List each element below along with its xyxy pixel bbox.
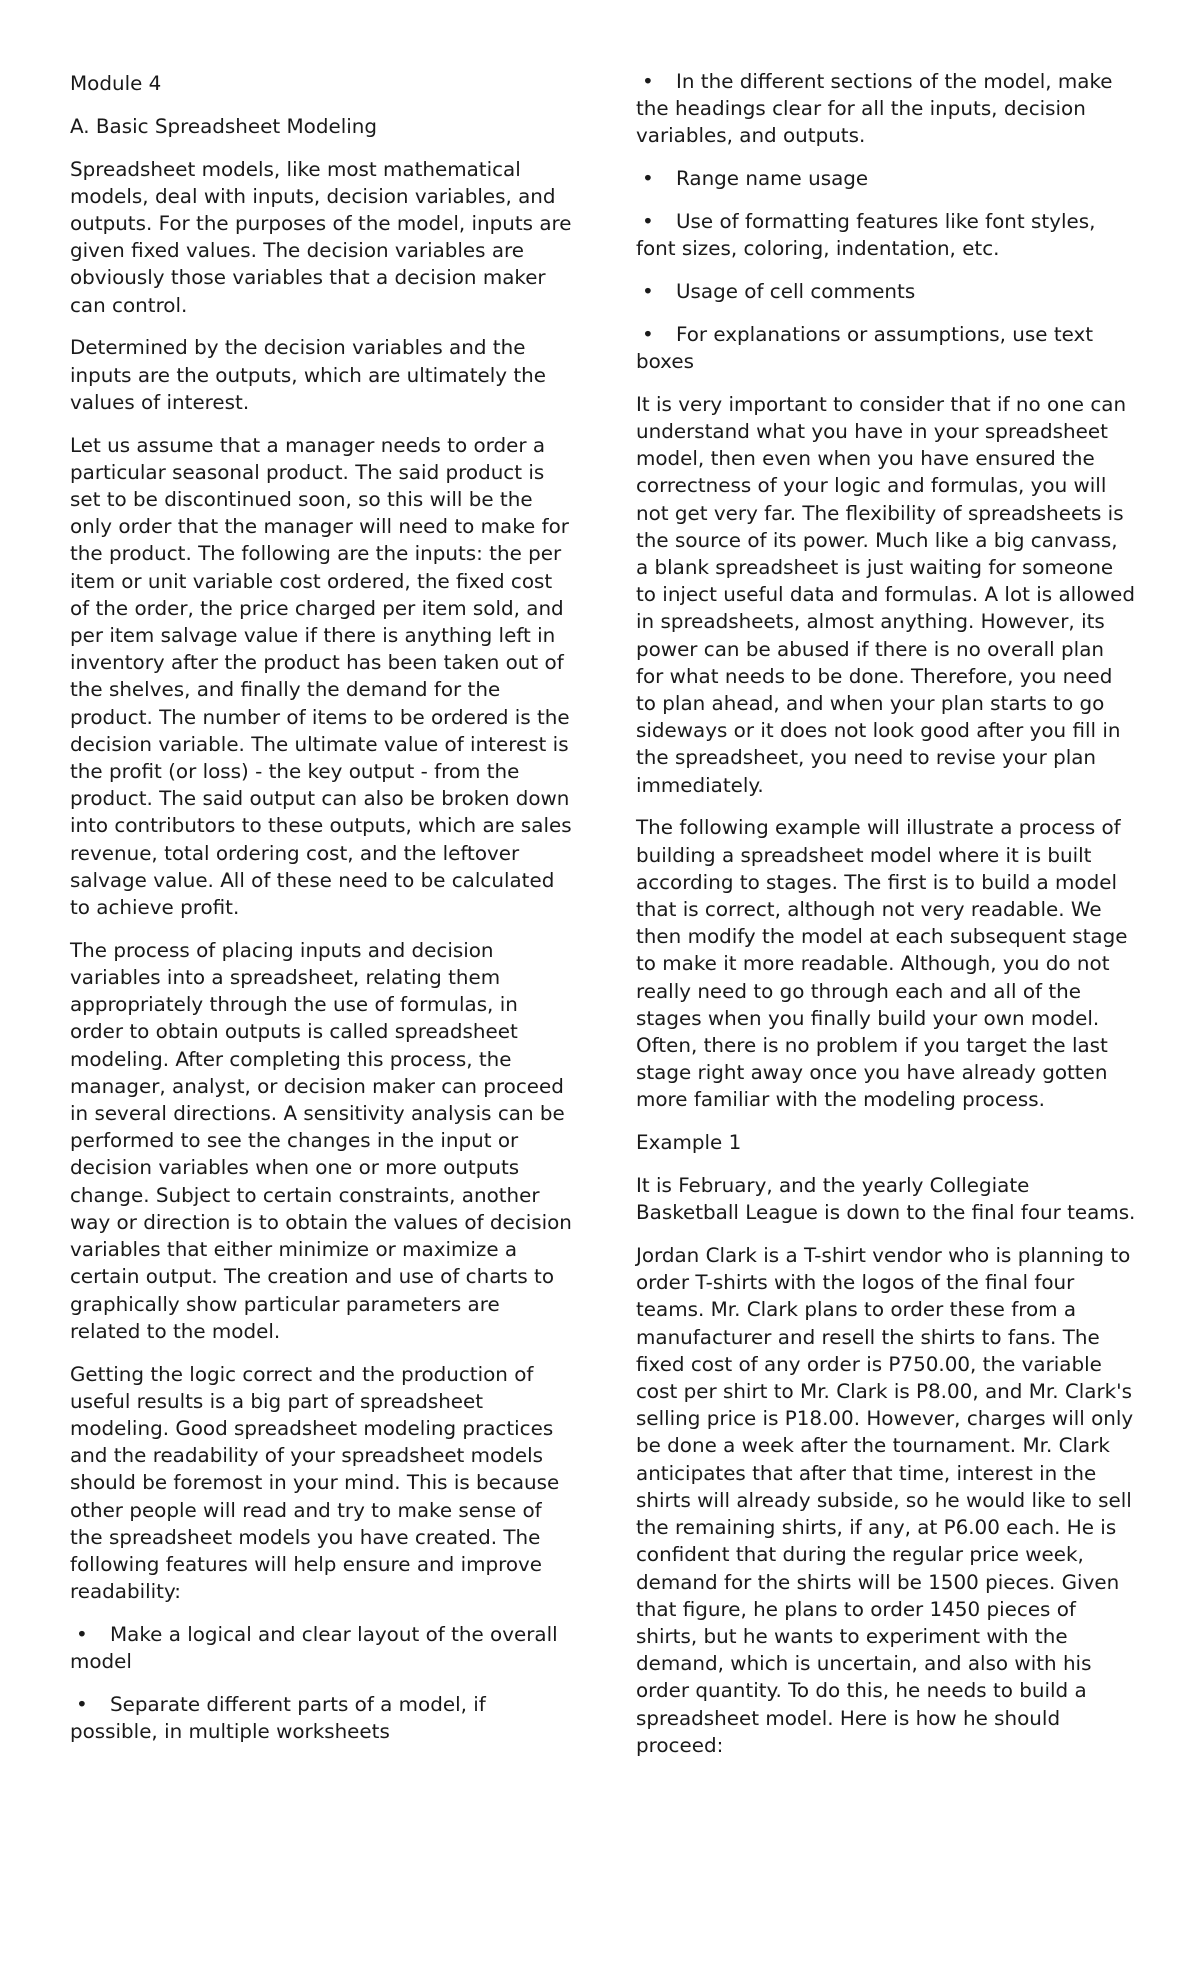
paragraph: The process of placing inputs and decision variables into a spreadsheet, relating them appropriately through the use of formulas, in order to obtain outputs is called spreadsheet modeling. After completing this process, the manager, analyst, or decision maker can proceed in several directions. A sensitivity analysis can be performed to see the changes in the input or decision variables when one or more outputs change. Subject to certain constraints, another way or direction is to obtain the values of decision variables that either minimize or maximize a certain output. The creation and use of charts to graphically show particular parameters are related to the model. [70,938,572,1343]
paragraph: Jordan Clark is a T-shirt vendor who is planning to order T-shirts with the logos of the final four teams. Mr. Clark plans to order these from a manufacturer and resell the shirts to fans. The fixed cost of any order is P750.00, the variable cost per shirt to Mr. Clark is P8.00, and Mr. Clark's selling price is P18.00. However, charges will only be done a week after the tournament. Mr. Clark anticipates that after that time, interest in the shirts will already subside, so he would like to sell the remaining shirts, if any, at P6.00 each. He is confident that during the regular price week, demand for the shirts will be 1500 pieces. Given that figure, he plans to order 1450 pieces of shirts, but he wants to experiment with the demand, which is uncertain, and also with his order quantity. To do this, he needs to build a spreadsheet model. Here is how he should proceed: [636,1244,1134,1757]
right-column [636,68,1136,1775]
paragraph: It is very important to consider that if no one can understand what you have in your spreadsheet model, then even when you have ensured the correctness of your logic and formulas, you will not get very far. The flexibility of spreadsheets is the source of its power. Much like a big canvass, a blank spreadsheet is just waiting for someone to inject useful data and formulas. A lot is allowed in spreadsheets, almost anything. However, its power can be abused if there is no overall plan for what needs to be done. Therefore, you need to plan ahead, and when your plan starts to go sideways or it does not look good after you fill in the spreadsheet, you need to revise your plan immediately. [636,392,1135,797]
paragraph: Let us assume that a manager needs to order a particular seasonal product. The said product is set to be discontinued soon, so this will be the only order that the manager will need to make for the product. The following are the inputs: the per item or unit variable cost ordered, the fixed cost of the order, the price charged per item sold, and per item salvage value if there is anything left in inventory after the product has been taken out of the shelves, and finally the demand for the product. The number of items to be ordered is the decision variable. The ultimate value of interest is the profit (or loss) - the key output - from the product. The said output can also be broken down into contributors to these outputs, which are sales revenue, total ordering cost, and the leftover salvage value. All of these need to be calculated to achieve profit. [70,433,572,920]
bullet-text: In the different sections of the model, make the headings clear for all the inputs, decision variables, and outputs. [636,70,1113,148]
example-heading: Example 1 [636,1131,742,1155]
bullet-icon: • [76,1692,88,1716]
bullet-text: Range name usage [676,167,869,191]
bullet-item [70,1621,575,1675]
bullet-item [636,321,1136,375]
bullet-icon: • [76,1622,88,1646]
bullet-item [70,1691,575,1745]
bullet-text: Make a logical and clear layout of the overall model [70,1622,558,1674]
bullet-icon: • [642,167,654,191]
bullet-item [636,278,1136,305]
bullet-icon: • [642,210,654,233]
module-label: Module 4 [70,72,162,95]
bullet-icon: • [642,70,654,93]
paragraph: Determined by the decision variables and the inputs are the outputs, which are ultimately the values of interest. [70,336,546,414]
bullet-text: Use of formatting features like font styles, font sizes, coloring, indentation, etc. [636,210,1096,261]
bullet-text: Separate different parts of a model, if possible, in multiple worksheets [70,1692,486,1744]
paragraph: Spreadsheet models, like most mathematical models, deal with inputs, decision variables, and outputs. For the purposes of the model, inputs are given fixed values. The decision variables are obviously those variables that a decision maker can control. [70,157,572,317]
bullet-item [636,208,1136,262]
bullet-text: Usage of cell comments [676,280,916,303]
section-heading: A. Basic Spreadsheet Modeling [70,114,377,138]
paragraph: The following example will illustrate a process of building a spreadsheet model where it is built according to stages. The first is to build a model that is correct, although not very readable. We then modify the model at each subsequent stage to make it more readable. Although, you do not really need to go through each and all of the stages when you finally build your own model. Often, there is no problem if you target the last stage right away once you have already gotten more familiar with the modeling process. [636,816,1128,1112]
bullet-icon: • [642,280,654,303]
paragraph: It is February, and the yearly Collegiate Basketball League is down to the final four teams. [636,1174,1136,1225]
bullet-item [636,68,1136,150]
left-column [70,70,575,1761]
bullet-item [636,165,1136,192]
bullet-icon: • [642,322,654,346]
paragraph: Getting the logic correct and the production of useful results is a big part of spreadsheet modeling. Good spreadsheet modeling practices and the readability of your spreadsheet models should be foremost in your mind. This is because other people will read and try to make sense of the spreadsheet models you have created. The following features will help ensure and improve readability: [70,1362,560,1604]
bullet-text: For explanations or assumptions, use text boxes [636,322,1094,373]
